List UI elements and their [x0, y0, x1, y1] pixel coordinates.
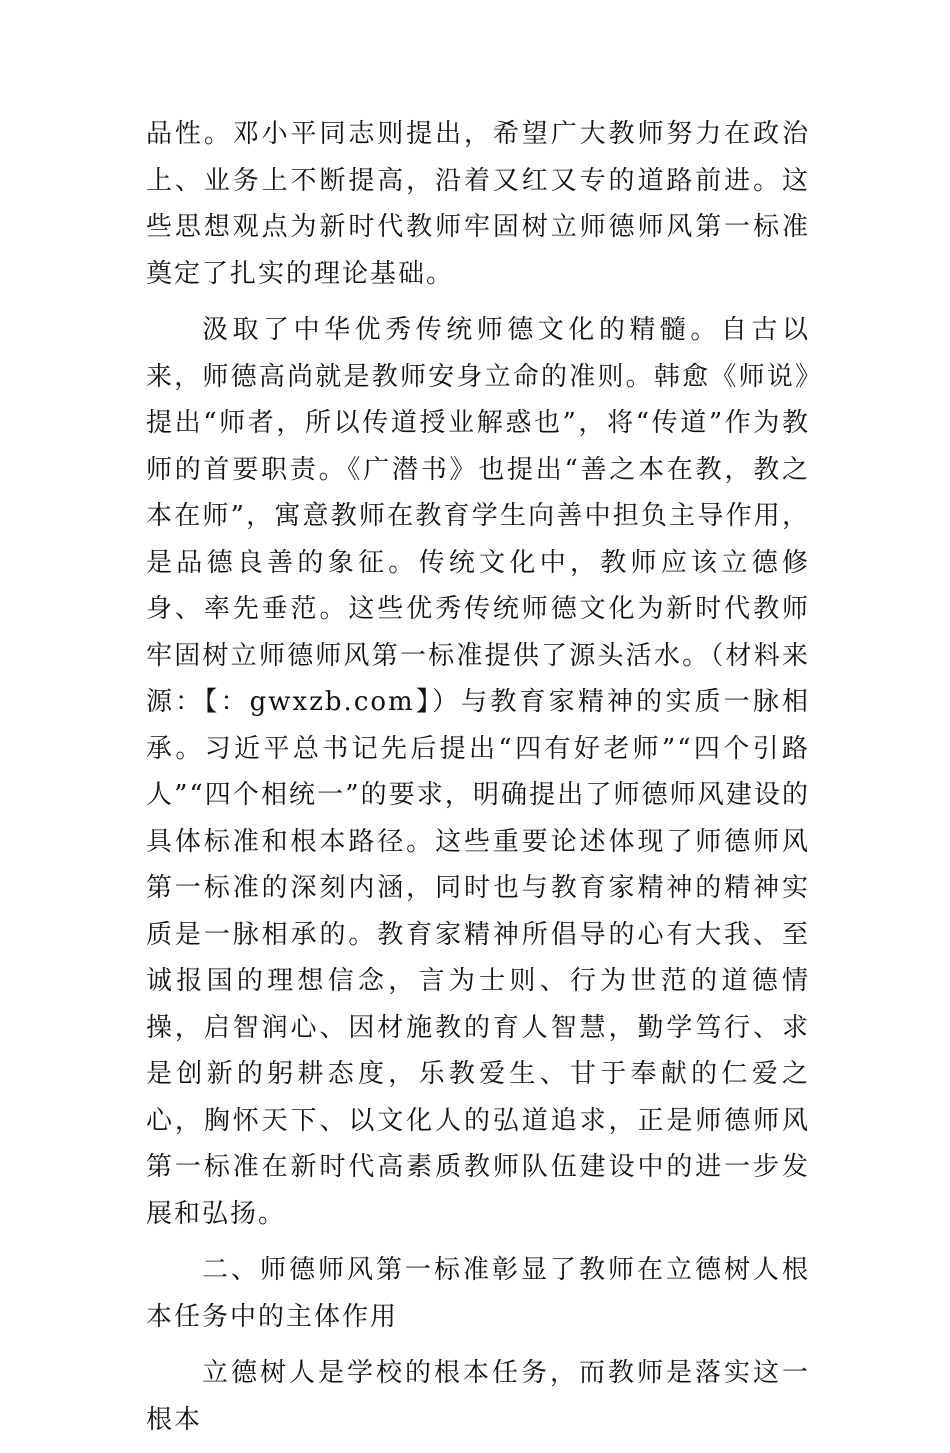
- paragraph-3: 立德树人是学校的根本任务，而教师是落实这一根本: [146, 1358, 810, 1435]
- document-body: [146, 111, 810, 1453]
- paragraph-2: 汲取了中华优秀传统师德文化的精髓。自古以来，师德高尚就是教师安身立命的准则。韩愈《师说》提出“师者，所以传道授业解惑也”，将“传道”作为教师的首要职责。《广潜书》也提出“善之本在教，教之本在师”，寓意教师在教育学生向善中担负主导作用，是品德良善的象征。传统文化中，教师应该立德修身、率先垂范。这些优秀传统师德文化为新时代教师牢固树立师德师风第一标准提供了源头活水。（材料来源：【：gwxzb.com】）与教育家精神的实质一脉相承。习近平总书记先后提出“四有好老师”“四个引路人”“四个相统一”的要求，明确提出了师德师风建设的具体标准和根本路径。这些重要论述体现了师德师风第一标准的深刻内涵，同时也与教育家精神的精神实质是一脉相承的。教育家精神所倡导的心有大我、至诚报国的理想信念，言为士则、行为世范的道德情操，启智润心、因材施教的育人智慧，勤学笃行、求是创新的躬耕态度，乐教爱生、甘于奉献的仁爱之心，胸怀天下、以文化人的弘道追求，正是师德师风第一标准在新时代高素质教师队伍建设中的进一步发展和弘扬。: [146, 315, 810, 1229]
- section-heading: 二、师德师风第一标准彰显了教师在立德树人根本任务中的主体作用: [146, 1255, 810, 1332]
- paragraph-1: 品性。邓小平同志则提出，希望广大教师努力在政治上、业务上不断提高，沿着又红又专的道路前进。这些思想观点为新时代教师牢固树立师德师风第一标准奠定了扎实的理论基础。: [146, 119, 810, 289]
